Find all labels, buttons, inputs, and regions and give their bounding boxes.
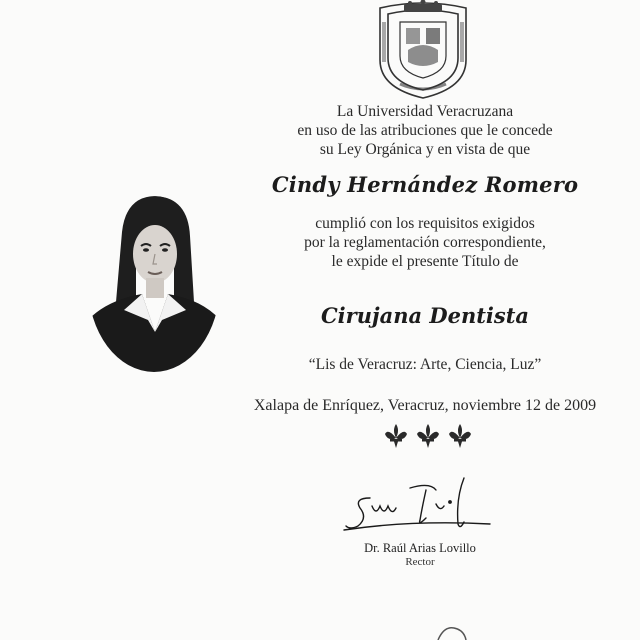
intro-line: La Universidad Veracruzana (336, 103, 514, 120)
degree-title: Cirujana Dentista (320, 303, 530, 328)
intro-text (200, 102, 640, 159)
graduate-portrait-icon (86, 192, 222, 372)
university-seal (370, 0, 476, 100)
requirement-line: cumplió con los requisitos exigidos (315, 215, 535, 232)
motto: “Lis de Veracruz: Arte, Ciencia, Luz” (308, 356, 542, 373)
place-date: Xalapa de Enríquez, Veracruz, noviembre 12 de 2009 (253, 397, 597, 414)
intro-line: su Ley Orgánica y en vista de que (319, 141, 531, 158)
intro-line: en uso de las atribuciones que le concede (297, 122, 553, 139)
graduate-name: Cindy Hernández Romero (271, 172, 579, 197)
requirement-line: por la reglamentación correspondiente, (304, 234, 546, 251)
requirement-line: le expide el presente Título de (331, 253, 519, 270)
fleur-de-lis-icon (380, 420, 480, 450)
requirements-text (200, 214, 640, 271)
stamp-mark-icon (432, 622, 472, 640)
handwritten-signature-icon (340, 468, 500, 548)
signatory-role: Rector (405, 556, 435, 568)
signatory-name: Dr. Raúl Arias Lovillo (364, 541, 476, 555)
